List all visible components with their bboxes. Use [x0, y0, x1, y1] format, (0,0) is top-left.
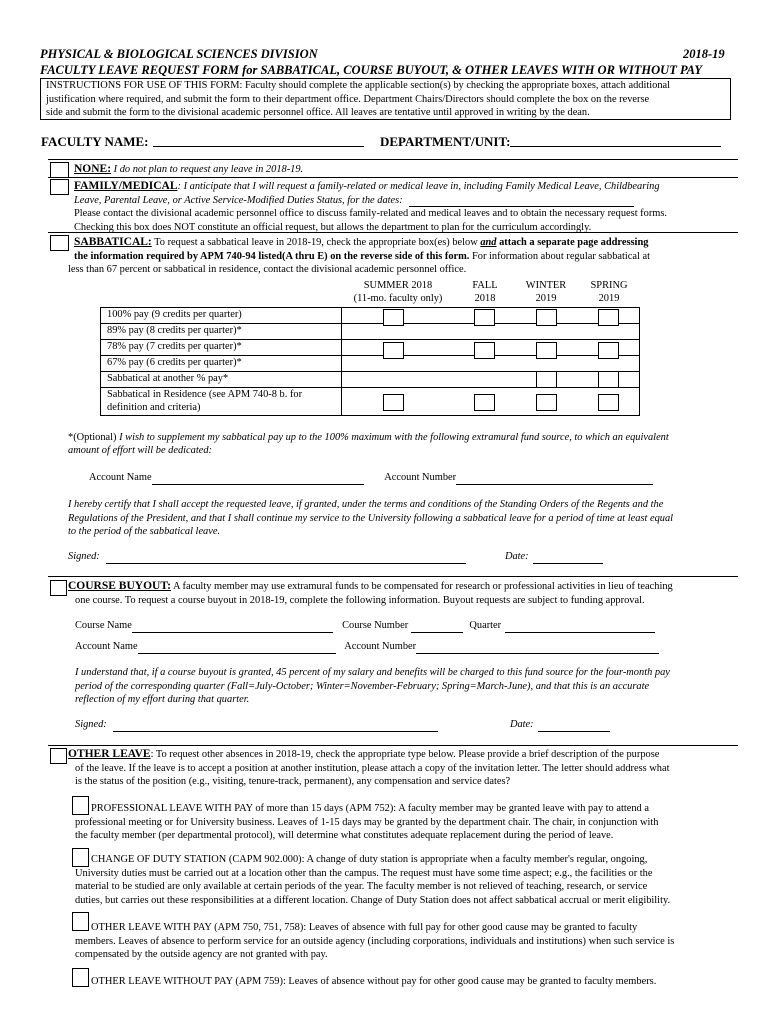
course-name-field[interactable] [132, 621, 333, 633]
quarter-field[interactable] [505, 621, 655, 633]
course-buyout-text: one course. To request a course buyout in 2018-19, complete the following information. Buyout requests are subject to funding approval. [75, 594, 645, 606]
sabbatical-row [101, 324, 640, 340]
date-label: Date: [509, 719, 534, 730]
checkbox-78pct-fall[interactable] [474, 342, 495, 359]
instructions-line: INSTRUCTIONS FOR USE OF THIS FORM: Faculty should complete the applicable section(s) by checking the appropriate boxes, attach additional [46, 80, 671, 91]
checkbox-residence-summer[interactable] [383, 394, 404, 411]
column-header-spring: SPRING 2019 [590, 280, 628, 305]
sabbatical-text: the information required by APM 740-94 listed(A thru E) on the reverse side of this form. [74, 250, 470, 262]
other-leave-checkbox[interactable] [50, 748, 67, 764]
course-name-label: Course Name [75, 620, 132, 631]
checkbox-100pct-winter[interactable] [536, 309, 557, 326]
department-label: DEPARTMENT/UNIT: [380, 134, 511, 149]
course-buyout-text: A faculty member may use extramural funds to be compensated for research or professional activities in lieu of teaching [170, 581, 673, 592]
checkbox-78pct-winter[interactable] [536, 342, 557, 359]
sabbatical-table [100, 307, 640, 416]
account-number-label: Account Number [344, 641, 417, 652]
sabbatical-label: SABBATICAL: [74, 236, 152, 248]
course-number-field[interactable] [411, 621, 463, 633]
sabbatical-row-label: Sabbatical in Residence (see APM 740-8 b. for definition and criteria) [101, 388, 342, 416]
buyout-signature-field[interactable] [113, 720, 438, 732]
account-name-label: Account Name [75, 641, 138, 652]
family-medical-label: FAMILY/MEDICAL [74, 180, 178, 192]
sabbatical-row [101, 356, 640, 372]
faculty-name-field[interactable] [153, 146, 364, 147]
other-leave-with-pay-text: OTHER LEAVE WITH PAY (APM 750, 751, 758): Leaves of absence with full pay for other good cause may be granted to faculty members. Leaves of absence to perform service for an outside agency (including corporations, individuals and institutions) when such service is compensated by the outside agency are not granted with pay. [75, 922, 675, 961]
form-year: 2018-19 [683, 47, 725, 61]
sabbatical-text: To request a sabbatical leave in 2018-19, check the appropriate box(es) below [151, 237, 481, 248]
account-number-label: Account Number [384, 472, 457, 483]
buyout-account-row [75, 640, 659, 654]
optional-supplement-text: *(Optional) I wish to supplement my sabbatical pay up to the 100% maximum with the following extramural fund source, to which an equivalent [68, 432, 669, 443]
sabbatical-date-field[interactable] [533, 552, 603, 564]
signed-label: Signed: [75, 719, 107, 730]
family-medical-text: Please contact the divisional academic personnel office to discuss family-related and medical leaves and to obtain the necessary request forms. [74, 208, 668, 220]
checkbox-residence-spring[interactable] [598, 394, 619, 411]
course-buyout-section [68, 580, 673, 607]
other-leave-text: is the status of the position (e.g., visiting, tenure-track, permanent), any compensation and service dates? [75, 776, 511, 788]
column-header-fall: FALL 2018 [472, 280, 498, 305]
sabbatical-row [101, 340, 640, 356]
sabbatical-row-label: 67% pay (6 credits per quarter)* [101, 356, 342, 372]
sabbatical-row [101, 372, 640, 388]
checkbox-residence-fall[interactable] [474, 394, 495, 411]
other-leave-text: : To request other absences in 2018-19, check the appropriate type below. Please provide a brief description of the purpose [150, 749, 660, 760]
sabbatical-intro [74, 236, 650, 263]
section-divider [48, 232, 738, 233]
sabbatical-text: attach a separate page addressing [496, 237, 649, 248]
family-dates-field[interactable] [409, 195, 634, 207]
other-leave-without-pay-text: OTHER LEAVE WITHOUT PAY (APM 759): Leaves of absence without pay for other good cause may be granted to faculty members. [91, 976, 657, 987]
account-number-field[interactable] [456, 473, 653, 485]
checkbox-other-winter[interactable] [536, 371, 557, 388]
understand-text: I understand that, if a course buyout is granted, 45 percent of my salary and benefits will be charged to this fund source for the four-month pay period of the corresponding quarter (Fall=July-October; Winter=November-February; Spring=March-June), and that this is an accurate reflection of my effort during that quarter. [75, 667, 670, 706]
buyout-account-number-field[interactable] [416, 642, 659, 654]
date-label: Date: [504, 551, 529, 562]
division-title: PHYSICAL & BIOLOGICAL SCIENCES DIVISION [40, 47, 318, 61]
change-duty-station-text: CHANGE OF DUTY STATION (CAPM 902.000): A change of duty station is appropriate when a faculty member's regular, ongoing, University duties must be carried out at a location other than the campus. The request must have some time aspect; e.g., the facilities or the material to be studied are only available at certain periods of the year. The faculty member is not relieved of teaching, research, or service duties, but carries out these responsibilities at a different location. Change of Duty Station does not affect sabbatical accrual or merit eligibility. [75, 854, 671, 906]
checkbox-100pct-fall[interactable] [474, 309, 495, 326]
account-name-field[interactable] [152, 473, 364, 485]
family-medical-section [74, 180, 667, 234]
sabbatical-row [101, 308, 640, 324]
sabbatical-account-row [89, 471, 653, 485]
instructions-line: side and submit the form to the divisional academic personnel office. All leaves are tentative until approved in writing by the dean. [46, 107, 590, 119]
sabbatical-and: and [480, 237, 497, 248]
column-header-summer: SUMMER 2018 (11-mo. faculty only) [353, 280, 443, 305]
none-section [74, 163, 303, 177]
course-row [75, 619, 655, 633]
none-label: NONE: [74, 163, 112, 175]
family-medical-text: Checking this box does NOT constitute an official request, but allows the department to plan for the curriculum accordingly. [74, 221, 592, 233]
section-divider [48, 745, 738, 746]
quarter-label: Quarter [469, 620, 502, 631]
buyout-date-field[interactable] [538, 720, 610, 732]
none-text: I do not plan to request any leave in 2018-19. [111, 164, 304, 175]
certify-text: I hereby certify that I shall accept the requested leave, if granted, under the terms and conditions of the Standing Orders of the Regents and the Regulations of the President, and that I shall continue my service to the University following a sabbatical leave for a period of time at least equal to the period of the sabbatical leave. [68, 499, 674, 538]
family-medical-text: : I anticipate that I will request a family-related or medical leave in, including Family Medical Leave, Childbearing [177, 181, 660, 192]
signed-label: Signed: [68, 551, 100, 562]
other-leave-label: OTHER LEAVE [68, 748, 151, 760]
sabbatical-text: less than 67 percent or sabbatical in residence, contact the divisional academic personnel office. [68, 264, 467, 275]
checkbox-residence-winter[interactable] [536, 394, 557, 411]
checkbox-other-spring[interactable] [598, 371, 619, 388]
account-name-label: Account Name [89, 472, 152, 483]
faculty-name-label: FACULTY NAME: [41, 134, 149, 149]
course-number-label: Course Number [342, 620, 409, 631]
other-leave-text: of the leave. If the leave is to accept a position at another institution, please attach a copy of the invitation letter. The letter should address what [75, 762, 670, 774]
course-buyout-checkbox[interactable] [50, 580, 67, 596]
sabbatical-signature-row [68, 550, 603, 564]
form-title: FACULTY LEAVE REQUEST FORM for SABBATICAL, COURSE BUYOUT, & OTHER LEAVES WITH OR WITHOUT PAY [40, 63, 702, 77]
checkbox-78pct-summer[interactable] [383, 342, 404, 359]
instructions-line: justification where required, and submit the form to their department office. Department Chairs/Directors should complete the box on the reverse [46, 93, 650, 105]
checkbox-100pct-spring[interactable] [598, 309, 619, 326]
section-divider [48, 177, 738, 178]
other-leave-section [68, 748, 669, 789]
optional-supplement-text: amount of effort will be dedicated: [68, 445, 213, 456]
family-medical-checkbox[interactable] [50, 179, 69, 195]
section-divider [48, 576, 738, 577]
sabbatical-row-label: 89% pay (8 credits per quarter)* [101, 324, 342, 340]
sabbatical-row-label: Sabbatical at another % pay* [101, 372, 342, 388]
department-field[interactable] [510, 146, 721, 147]
checkbox-100pct-summer[interactable] [383, 309, 404, 326]
sabbatical-row-label: 78% pay (7 credits per quarter)* [101, 340, 342, 356]
sabbatical-row-label: 100% pay (9 credits per quarter) [101, 308, 342, 324]
sabbatical-text: For information about regular sabbatical at [469, 250, 651, 262]
buyout-signature-row [75, 718, 610, 732]
sabbatical-signature-field[interactable] [106, 552, 466, 564]
family-medical-text: Leave, Parental Leave, or Active Service-Modified Duties Status, for the dates: [74, 194, 403, 206]
none-checkbox[interactable] [50, 162, 69, 178]
instructions-box [40, 78, 731, 120]
other-leave-without-pay-checkbox[interactable] [72, 968, 89, 987]
column-header-winter: WINTER 2019 [525, 280, 567, 305]
sabbatical-row [101, 388, 640, 416]
checkbox-78pct-spring[interactable] [598, 342, 619, 359]
course-buyout-label: COURSE BUYOUT: [68, 580, 171, 592]
buyout-account-name-field[interactable] [138, 642, 336, 654]
section-divider [48, 159, 738, 160]
sabbatical-checkbox[interactable] [50, 235, 69, 251]
professional-leave-text: PROFESSIONAL LEAVE WITH PAY of more than 15 days (APM 752): A faculty member may be granted leave with pay to attend a professional meeting or for University business. Leaves of 1-15 days may be granted by the department chair. The chair, in conjunction with the faculty member (per departmental protocol), will determine what constitutes adequate replacement during the period of leave. [75, 803, 659, 842]
